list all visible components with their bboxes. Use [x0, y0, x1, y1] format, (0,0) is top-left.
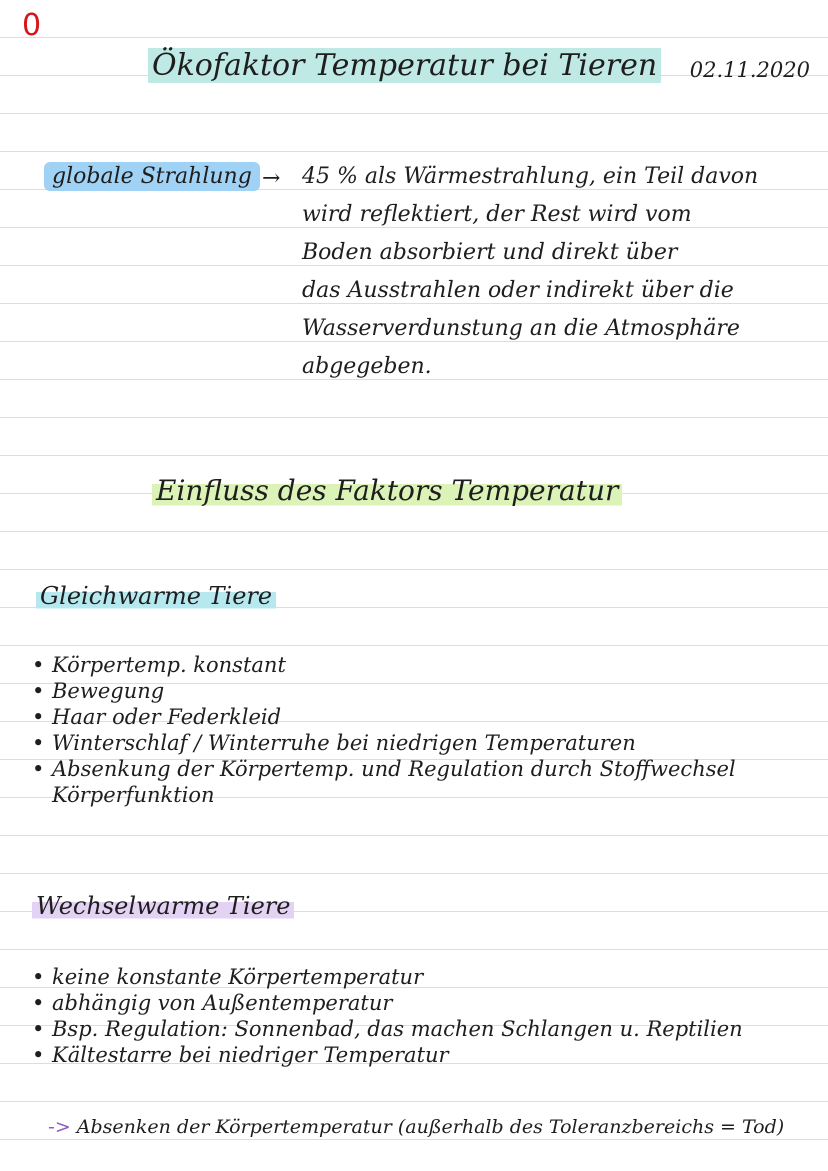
note-text: Absenken der Körpertemperatur (außerhalb des Toleranzbereichs = Tod): [76, 1116, 785, 1138]
arrow-right-icon: →: [262, 166, 281, 191]
list-item: • Körpertemp. konstant: [30, 652, 770, 678]
definition-line: abgegeben.: [302, 354, 432, 379]
note-absenken: [48, 1116, 784, 1138]
definition-text: [302, 158, 802, 386]
heading-wechselwarme-tiere: Wechselwarme Tiere: [32, 892, 294, 920]
page-number: 0: [22, 8, 42, 43]
list-gleichwarme-tiere: [30, 652, 770, 808]
list-item: • Bewegung: [30, 678, 770, 704]
page-title: [148, 48, 661, 83]
heading-gleichwarme-tiere: Gleichwarme Tiere: [36, 582, 276, 610]
definition-term: globale Strahlung: [44, 162, 260, 191]
date: 02.11.2020: [689, 58, 810, 82]
list-item: • Haar oder Federkleid: [30, 704, 770, 730]
section-subtitle: Einfluss des Faktors Temperatur: [152, 474, 622, 507]
list-item: • keine konstante Körpertemperatur: [30, 964, 790, 990]
list-item: • Winterschlaf / Winterruhe bei niedrigen Temperaturen: [30, 730, 770, 756]
page-title-text: Ökofaktor Temperatur bei Tieren: [148, 48, 661, 83]
list-item: • abhängig von Außentemperatur: [30, 990, 790, 1016]
list-wechselwarme-tiere: [30, 964, 790, 1068]
arrow-right-icon: ->: [48, 1116, 71, 1138]
definition-line: 45 % als Wärmestrahlung, ein Teil davon: [302, 164, 759, 189]
definition-line: Boden absorbiert und direkt über: [302, 240, 678, 265]
list-item: • Absenkung der Körpertemp. und Regulation durch Stoffwechsel Körperfunktion: [30, 756, 770, 808]
list-item: • Bsp. Regulation: Sonnenbad, das machen Schlangen u. Reptilien: [30, 1016, 790, 1042]
definition-line: wird reflektiert, der Rest wird vom: [302, 202, 692, 227]
definition-line: das Ausstrahlen oder indirekt über die: [302, 278, 734, 303]
definition-line: Wasserverdunstung an die Atmosphäre: [302, 316, 740, 341]
list-item: • Kältestarre bei niedriger Temperatur: [30, 1042, 790, 1068]
